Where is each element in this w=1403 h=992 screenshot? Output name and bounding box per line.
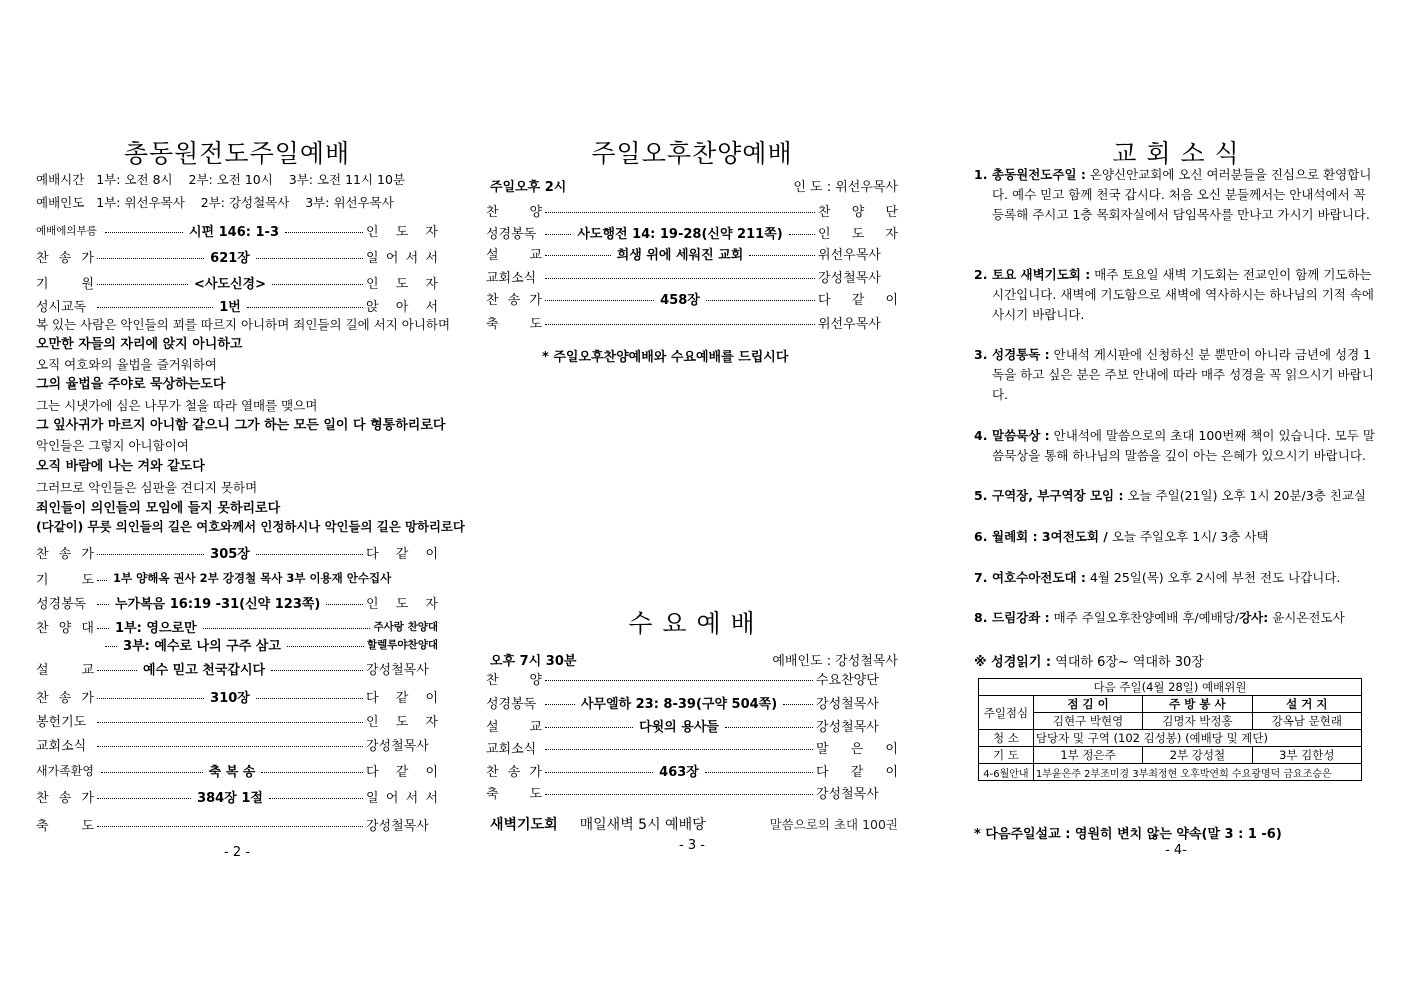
order-row: 찬 송 가 463장 다 같 이 [486, 764, 899, 780]
order-row: 찬 송 가 310장 다 같 이 [36, 690, 439, 706]
bible-reading: ※ 성경읽기 : 역대하 6장~ 역대하 30장 [974, 655, 1204, 670]
news-heading: 강사: [1239, 610, 1269, 625]
order-row: 축 도 강성철목사 [486, 786, 879, 802]
roster-cell: 1부 정은주 [1033, 747, 1142, 764]
news-text: 4월 25일(목) 오후 2시에 부천 전도 나갑니다. [1085, 570, 1341, 585]
order-row: 교회소식 강성철목사 [486, 270, 881, 286]
news-item [974, 527, 1378, 547]
wednesday-title: 수 요 예 배 [628, 609, 756, 638]
reading-line: 오만한 자들의 자리에 앉지 아니하고 [36, 337, 243, 352]
order-row: 성경봉독 누가복음 16:19 -31(신약 123쪽) 인 도 자 [36, 596, 438, 612]
news-text: 매주 주일오후찬양예배 후/예배당/ [1049, 610, 1240, 625]
roster-label: 기 도 [979, 747, 1034, 764]
page-number: - 2 - [224, 845, 250, 860]
news-text: 온양신안교회에 오신 여러분들을 진심으로 환영합니다. 예수 믿고 함께 천국 갑시다. 처음 오신 분들께서는 안내석에서 꼭 등록해 주시고 1층 목회자실에서 담임목사를 만나고 가시기 바랍니다. [992, 167, 1372, 222]
news-number: 6. [974, 529, 988, 544]
reading-line: 죄인들이 의인들의 모임에 들지 못하리로다 [36, 501, 281, 516]
news-text: 오늘 주일오후 1시/ 3층 사택 [1107, 529, 1269, 544]
news-text: 윤시온전도사 [1268, 610, 1345, 625]
roster-cell: 담당자 및 구역 (102 김성봉) (예배당 및 계단) [1033, 730, 1361, 747]
order-row: 성경봉독 사무엘하 23: 8-39(구약 504쪽) 강성철목사 [486, 696, 879, 712]
news-number: 5. [974, 488, 988, 503]
reading-line: (다같이) 무릇 의인들의 길은 여호와께서 인정하시나 악인들의 길은 망하리로다 [36, 519, 465, 534]
reading-line: 그의 율법을 주야로 묵상하는도다 [36, 377, 226, 392]
page-number: - 4- [1165, 843, 1187, 858]
reading-line: 그 잎사귀가 마르지 아니함 같으니 그가 하는 모든 일이 다 형통하리로다 [36, 418, 446, 433]
order-row: 봉헌기도 인 도 자 [36, 714, 438, 730]
news-heading: 월례회 : 3여전도회 / [992, 529, 1108, 544]
service-times: 예배시간 1부: 오전 8시 2부: 오전 10시 3부: 오전 11시 10분 [36, 172, 406, 187]
afternoon-note: * 주일오후찬양예배와 수요예배를 드립시다 [542, 350, 789, 365]
news-item [974, 486, 1378, 506]
news-text: 오늘 주일(21일) 오후 1시 20분/3층 친교실 [1123, 488, 1366, 503]
roster-cell: 2부 강성철 [1143, 747, 1252, 764]
roster-cell: 강옥남 문현래 [1252, 713, 1361, 730]
news-number: 4. [974, 428, 988, 443]
order-row: 축 도 강성철목사 [36, 818, 429, 834]
order-row: 3부: 예수로 나의 구주 삼고 할렐루야찬양대 [102, 634, 438, 654]
roster-cell: 1부윤은주 2부조미경 3부최정현 오후박연희 수요광명덕 금요조승은 [1033, 764, 1361, 781]
next-sermon: * 다음주일설교 : 영원히 변치 않는 약속(말 3 : 1 -6) [974, 827, 1282, 842]
news-item [974, 568, 1378, 588]
afternoon-title: 주일오후찬양예배 [591, 139, 793, 168]
news-heading: 여호수아전도대 : [992, 570, 1086, 585]
news-number: 1. [974, 167, 988, 182]
news-number: 2. [974, 267, 988, 282]
roster-title: 다음 주일(4월 28일) 예배위원 [979, 679, 1362, 696]
news-number: 7. [974, 570, 988, 585]
reading-line: 오직 바람에 나는 겨와 같도다 [36, 459, 205, 474]
reading-line: 복 있는 사람은 악인들의 꾀를 따르지 아니하며 죄인들의 길에 서지 아니하며 [36, 317, 451, 332]
order-row: 축 도 위선우목사 [486, 316, 881, 332]
order-row: 찬 송 가 305장 다 같 이 [36, 546, 439, 562]
news-heading: 말씀묵상 : [992, 428, 1050, 443]
afternoon-header: 주일오후 2시 인 도 : 위선우목사 [490, 179, 898, 195]
order-row: 기 도 1부 양해옥 권사 2부 강경철 목사 3부 이용재 안수집사 [36, 571, 392, 588]
order-row: 찬 송 가 384장 1절 일 어 서 서 [36, 790, 439, 806]
order-row: 성경봉독 사도행전 14: 19-28(신약 211쪽) 인 도 자 [486, 226, 898, 242]
page-number: - 3 - [679, 838, 705, 853]
news-title: 교 회 소 식 [1112, 139, 1240, 168]
news-text: 매주 토요일 새벽 기도회는 전교인이 함께 기도하는 시간입니다. 새벽에 기도함으로 새벽에 역사하시는 하나님의 기적 속에 사시기 바랍니다. [992, 267, 1374, 322]
order-row: 찬 송 가 621장 일 어 서 서 [36, 250, 439, 266]
order-row: 설 교 예수 믿고 천국갑시다 강성철목사 [36, 662, 429, 678]
reading-line: 그는 시냇가에 심은 나무가 철을 따라 열매를 맺으며 [36, 398, 318, 413]
roster-label: 4-6월안내 [979, 764, 1034, 781]
roster-cell: 김명자 박정홍 [1143, 713, 1252, 730]
service-title: 총동원전도주일예배 [123, 139, 351, 168]
roster-header: 점 김 이 [1033, 696, 1142, 713]
news-number: 8. [974, 610, 988, 625]
wednesday-header: 오후 7시 30분 예배인도 : 강성철목사 [490, 653, 898, 669]
roster-lunch-label: 주일점심 [979, 696, 1034, 730]
news-text: 안내석에 말씀으로의 초대 100번째 책이 있습니다. 모두 말씀묵상을 통해 하나님의 말씀을 깊이 아는 은혜가 있으시기 바랍니다. [992, 428, 1375, 463]
roster-header: 설 거 지 [1252, 696, 1361, 713]
roster-label: 청 소 [979, 730, 1034, 747]
order-row: 설 교 희생 위에 세워진 교회 위선우목사 [486, 247, 881, 263]
order-row: 교회소식 말 은 이 [486, 741, 898, 757]
service-leaders: 예배인도 1부: 위선우목사 2부: 강성철목사 3부: 위선우목사 [36, 195, 394, 210]
order-row: 설 교 다윗의 용사들 강성철목사 [486, 719, 879, 735]
news-item [974, 265, 1378, 325]
reading-line: 그러므로 악인들은 심판을 견디지 못하며 [36, 480, 258, 495]
news-heading: 성경통독 : [992, 347, 1050, 362]
next-week-roster [978, 678, 1362, 781]
news-heading: 토요 새벽기도회 : [992, 267, 1091, 282]
order-row: 교회소식 강성철목사 [36, 738, 429, 754]
order-row: 찬 양 수요찬양단 [486, 672, 879, 688]
order-row: 예배에의부름 시편 146: 1-3 인 도 자 [36, 224, 438, 240]
roster-header: 주 방 봉 사 [1143, 696, 1252, 713]
roster-cell: 3부 김한성 [1252, 747, 1361, 764]
order-row: 찬 양 찬 양 단 [486, 204, 898, 220]
news-text: 안내석 게시판에 신청하신 분 뿐만이 아니라 금년에 성경 1독을 하고 싶은 분은 주보 안내에 따라 매주 성경을 꼭 읽으시기 바랍니다. [992, 347, 1374, 402]
news-number: 3. [974, 347, 988, 362]
reading-line: 악인들은 그렇지 아니함이여 [36, 438, 189, 453]
news-item [974, 345, 1378, 405]
dawn-prayer: 새벽기도회 매일새벽 5시 예배당 말씀으로의 초대 100권 [490, 817, 898, 833]
news-item [974, 426, 1378, 466]
news-item [974, 165, 1378, 225]
order-row: 기 원 <사도신경> 인 도 자 [36, 276, 438, 292]
news-item [974, 608, 1378, 628]
news-heading: 총동원전도주일 : [992, 167, 1086, 182]
news-heading: 구역장, 부구역장 모임 : [992, 488, 1124, 503]
roster-cell: 김현구 박현영 [1033, 713, 1142, 730]
reading-line: 오직 여호와의 율법을 즐거워하여 [36, 357, 217, 372]
news-heading: 드림강좌 : [992, 610, 1050, 625]
order-row: 새가족환영 축 복 송 다 같 이 [36, 763, 439, 780]
order-row: 성시교독 1번 앉 아 서 [36, 299, 439, 315]
order-row: 찬 송 가 458장 다 같 이 [486, 292, 899, 308]
order-row: 찬 양 대 1부: 영으로만 주사랑 찬양대 [36, 620, 438, 636]
